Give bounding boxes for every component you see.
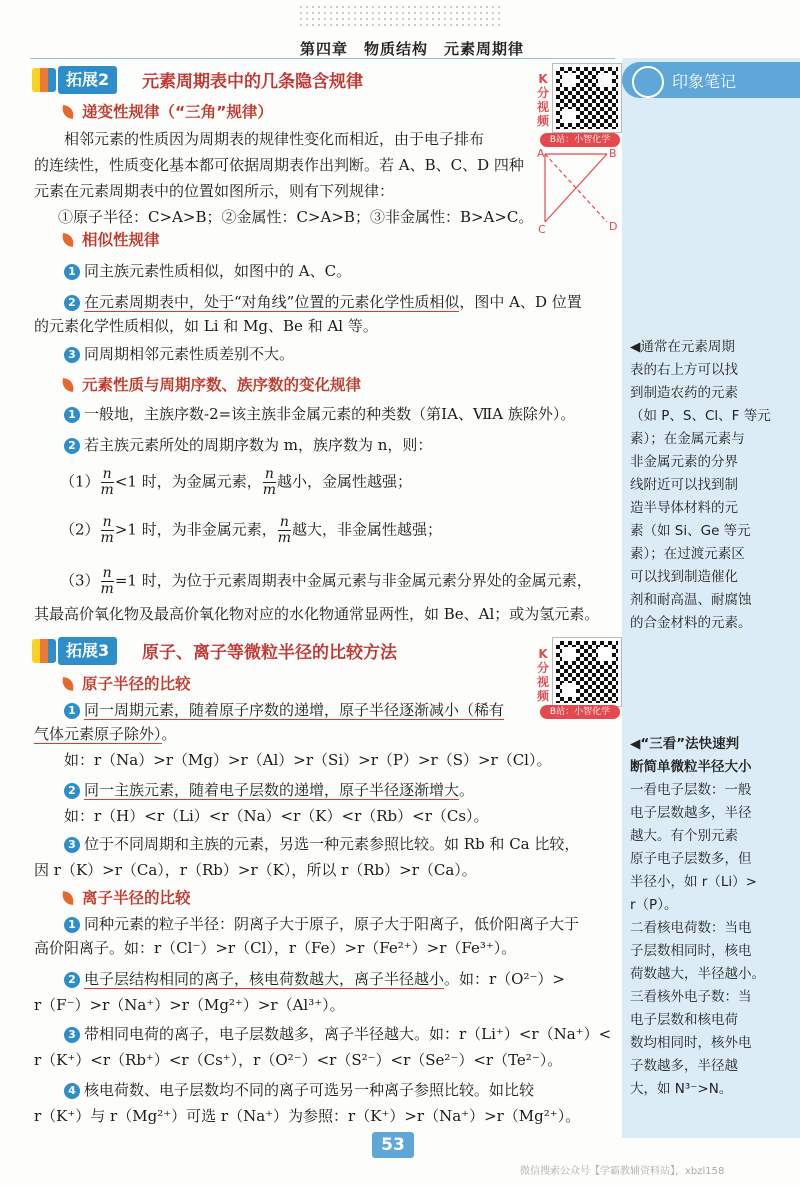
subheading-text: 相似性规律 xyxy=(82,231,160,249)
circled-number: 2 xyxy=(64,972,80,988)
qr-caption: B站：小智化学 xyxy=(540,133,620,147)
section-tag: 拓展2 xyxy=(58,66,117,94)
denominator: m xyxy=(100,482,114,498)
header-rule xyxy=(30,58,615,59)
condition-index: （3） xyxy=(60,571,100,590)
label-c: C xyxy=(538,223,546,236)
text-line: 的元素化学性质相似，如 Li 和 Mg、Be 和 Al 等。 xyxy=(34,317,378,335)
condition-line xyxy=(60,515,442,546)
text-line: 高价阳离子。如：r（Cl⁻）>r（Cl），r（Fe）>r（Fe²⁺）>r（Fe³⁺）。 xyxy=(34,939,517,957)
rule-item xyxy=(64,261,351,281)
rule-text: 位于不同周期和主族的元素，另选一种元素参照比较。如 Rb 和 Ca 比较， xyxy=(84,835,580,853)
fraction xyxy=(101,467,114,498)
subheading xyxy=(62,672,191,694)
label-a: A xyxy=(537,147,545,160)
qr-code[interactable] xyxy=(553,638,621,706)
leaf-icon xyxy=(61,233,75,247)
rule-text-underlined: 电子层结构相同的离子，核电荷数越大，离子半径越小 xyxy=(84,970,445,988)
rule-item xyxy=(64,700,504,720)
section-title: 原子、离子等微粒半径的比较方法 xyxy=(142,643,397,663)
circled-number: 2 xyxy=(64,783,80,799)
periodic-position-diagram xyxy=(535,144,625,236)
rule-text: 同周期相邻元素性质差别不大。 xyxy=(84,345,295,363)
condition-line xyxy=(60,566,592,597)
qr-code[interactable] xyxy=(553,64,621,132)
label-d: D xyxy=(609,220,618,233)
circled-number: 3 xyxy=(64,1027,80,1043)
rule-text-underlined: 在元素周期表中，处于“对角线”位置的元素化学性质相似 xyxy=(84,293,460,311)
rule-item xyxy=(64,404,575,424)
header-decoration xyxy=(298,4,504,30)
section-tag: 拓展3 xyxy=(58,637,117,665)
circled-number: 4 xyxy=(64,1083,80,1099)
condition-text: <1 时，为金属元素， xyxy=(114,472,262,491)
rule-text: 带相同电荷的离子，电子层数越多，离子半径越大。如：r（Li⁺）<r（Na⁺）< xyxy=(84,1025,612,1043)
sidebar-note-radius xyxy=(630,733,765,1101)
note-title: 断简单微粒半径大小 xyxy=(630,759,752,775)
note-line: r（P）。 xyxy=(630,897,678,913)
condition-text: =1 时，为位于元素周期表中金属元素与非金属元素分界处的金属元素， xyxy=(114,571,592,590)
leaf-icon xyxy=(61,105,75,119)
section-title: 元素周期表中的几条隐含规律 xyxy=(142,72,363,92)
note-line: （如 P、S、Cl、F 等元 xyxy=(630,408,771,424)
condition-text: 越大，非金属性越强； xyxy=(292,520,443,539)
example-line: 如：r（Na）>r（Mg）>r（Al）>r（Si）>r（P）>r（S）>r（Cl）。 xyxy=(64,751,552,769)
note-line: 荷数越大，半径越小。 xyxy=(630,966,765,982)
condition-text: 越小，金属性越强； xyxy=(277,472,413,491)
elephant-icon xyxy=(632,66,664,98)
fraction xyxy=(101,515,114,546)
subheading-text: 原子半径的比较 xyxy=(82,675,191,693)
note-line: 到制造农药的元素 xyxy=(630,385,738,401)
denominator: m xyxy=(262,482,276,498)
watermark: 微信搜索公众号【学霸教辅资料站】，xbzl158 xyxy=(520,1166,725,1177)
numerator: n xyxy=(101,566,114,582)
text-line xyxy=(34,724,177,744)
rule-item xyxy=(64,834,579,854)
note-line: 半径小，如 r（Li）> xyxy=(630,874,757,890)
denominator: m xyxy=(100,581,114,597)
leaf-icon xyxy=(61,378,75,392)
example-line: 如：r（H）<r（Li）<r（Na）<r（K）<r（Rb）<r（Cs）。 xyxy=(64,807,489,825)
fraction xyxy=(278,515,291,546)
rule-text: 。如：r（O²⁻）> xyxy=(444,970,565,988)
rule-item xyxy=(64,914,579,934)
circled-number: 2 xyxy=(64,438,80,454)
sidebar-note-pesticide xyxy=(630,336,771,635)
rule-text: 。 xyxy=(161,725,177,743)
book-icon xyxy=(32,639,56,663)
circled-number: 1 xyxy=(64,407,80,423)
note-line: 数均相同时，核外电 xyxy=(630,1035,752,1051)
subheading xyxy=(62,100,273,122)
note-line: 剂和耐高温、耐腐蚀 xyxy=(630,592,752,608)
chapter-title: 第四章 物质结构 元素周期律 xyxy=(300,40,525,58)
rule-item xyxy=(64,969,565,989)
text-line: 因 r（K）>r（Ca），r（Rb）>r（K），所以 r（Rb）>r（Ca）。 xyxy=(34,861,477,879)
note-line: 线附近可以找到制 xyxy=(630,477,738,493)
circled-number: 1 xyxy=(64,703,80,719)
rule-item xyxy=(64,435,432,455)
subheading-text: 离子半径的比较 xyxy=(82,889,191,907)
subheading-text: 元素性质与周期序数、族序数的变化规律 xyxy=(82,376,362,394)
fraction xyxy=(101,566,114,597)
text-line: r（K⁺）与 r（Mg²⁺）可选 r（Na⁺）为参照：r（K⁺）>r（Na⁺）>r（Mg²⁺）。 xyxy=(34,1107,581,1125)
rule-text: 同主族元素性质相似，如图中的 A、C。 xyxy=(84,262,352,280)
note-line: 电子层数越多，半径 xyxy=(630,805,752,821)
numerator: n xyxy=(101,515,114,531)
note-line: ◀通常在元素周期 xyxy=(630,339,735,355)
text-line: 其最高价氧化物及最高价氧化物对应的水化物通常显两性，如 Be、Al；或为氢元素。 xyxy=(34,605,600,623)
condition-index: （2） xyxy=(60,520,100,539)
numerator: n xyxy=(101,467,114,483)
rule-text: 若主族元素所处的周期序数为 m，族序数为 n，则： xyxy=(84,436,433,454)
note-line: 素）；在金属元素与 xyxy=(630,431,745,447)
rule-text-underlined: 同一周期元素，随着原子序数的递增，原子半径逐渐减小（稀有 xyxy=(84,701,505,719)
rule-text-underlined: 同一主族元素，随着电子层数的递增，原子半径逐渐增大 xyxy=(84,781,460,799)
sidebar-title: 印象笔记 xyxy=(672,72,737,91)
text-line: 相邻元素的性质因为周期表的规律性变化而相近，由于电子排布 xyxy=(64,130,485,148)
text-line: ①原子半径：C>A>B；②金属性：C>A>B；③非金属性：B>A>C。 xyxy=(58,208,534,226)
note-line: 非金属元素的分界 xyxy=(630,454,738,470)
circled-number: 1 xyxy=(64,264,80,280)
fraction xyxy=(263,467,276,498)
text-line: 元素在元素周期表中的位置如图所示，则有下列规律： xyxy=(34,182,395,200)
note-line: 原子电子层数多，但 xyxy=(630,851,752,867)
text-line: r（F⁻）>r（Na⁺）>r（Mg²⁺）>r（Al³⁺）。 xyxy=(34,996,345,1014)
subheading xyxy=(62,373,361,395)
video-badge: K分视频 xyxy=(536,72,549,128)
denominator: m xyxy=(277,530,291,546)
label-b: B xyxy=(609,147,617,160)
rule-text: 核电荷数、电子层数均不同的离子可选另一种离子参照比较。如比较 xyxy=(84,1081,535,1099)
note-line: 大，如 N³⁻>N。 xyxy=(630,1081,733,1097)
subheading-text: 递变性规律（“三角”规律） xyxy=(82,103,273,121)
note-line: 子层数相同时，核电 xyxy=(630,943,752,959)
note-line: 越大。有个别元素 xyxy=(630,828,738,844)
leaf-icon xyxy=(61,677,75,691)
rule-item xyxy=(64,344,294,364)
book-icon xyxy=(32,68,56,92)
circled-number: 1 xyxy=(64,917,80,933)
section-header xyxy=(32,637,532,667)
rule-text-underlined: 气体元素原子除外） xyxy=(34,725,162,743)
note-line: 的合金材料的元素。 xyxy=(630,615,752,631)
note-title: ◀“三看”法快速判 xyxy=(630,736,740,752)
condition-index: （1） xyxy=(60,472,100,491)
note-line: 一看电子层数：一般 xyxy=(630,782,752,798)
note-line: 素）；在过渡元素区 xyxy=(630,546,745,562)
numerator: n xyxy=(278,515,291,531)
subheading xyxy=(62,886,191,908)
video-badge: K分视频 xyxy=(536,647,549,703)
note-line: 表的右上方可以找 xyxy=(630,362,738,378)
note-line: 二看核电荷数：当电 xyxy=(630,920,752,936)
condition-text: >1 时，为非金属元素， xyxy=(114,520,277,539)
circled-number: 2 xyxy=(64,295,80,311)
text-line: 的连续性，性质变化基本都可依据周期表作出判断。若 A、B、C、D 四种 xyxy=(34,156,524,174)
rule-item xyxy=(64,1080,534,1100)
rule-text: 。 xyxy=(459,781,475,799)
text-line: r（K⁺）<r（Rb⁺）<r（Cs⁺），r（O²⁻）<r（S²⁻）<r（Se²⁻）<r（Te²⁻）。 xyxy=(34,1051,563,1069)
page-number: 53 xyxy=(372,1132,414,1158)
paragraph xyxy=(34,126,533,230)
circled-number: 3 xyxy=(64,347,80,363)
condition-line xyxy=(60,467,412,498)
denominator: m xyxy=(100,530,114,546)
rule-item xyxy=(64,780,474,800)
rule-item xyxy=(64,1024,611,1044)
note-line: 子数越多，半径越 xyxy=(630,1058,738,1074)
note-line: 造半导体材料的元 xyxy=(630,500,738,516)
note-line: 三看核外电子数：当 xyxy=(630,989,752,1005)
section-header xyxy=(32,66,532,96)
rule-text: 一般地，主族序数-2=该主族非金属元素的种类数（第ⅠA、ⅦA 族除外）。 xyxy=(84,405,576,423)
numerator: n xyxy=(263,467,276,483)
rule-text: ，图中 A、D 位置 xyxy=(459,293,582,311)
note-line: 电子层数和核电荷 xyxy=(630,1012,738,1028)
qr-caption: B站：小智化学 xyxy=(540,705,620,719)
note-line: 可以找到制造催化 xyxy=(630,569,738,585)
circled-number: 3 xyxy=(64,837,80,853)
leaf-icon xyxy=(61,891,75,905)
note-line: 素（如 Si、Ge 等元 xyxy=(630,523,751,539)
subheading xyxy=(62,228,160,250)
rule-item xyxy=(64,292,582,312)
rule-text: 同种元素的粒子半径：阴离子大于原子，原子大于阳离子，低价阳离子大于 xyxy=(84,915,580,933)
